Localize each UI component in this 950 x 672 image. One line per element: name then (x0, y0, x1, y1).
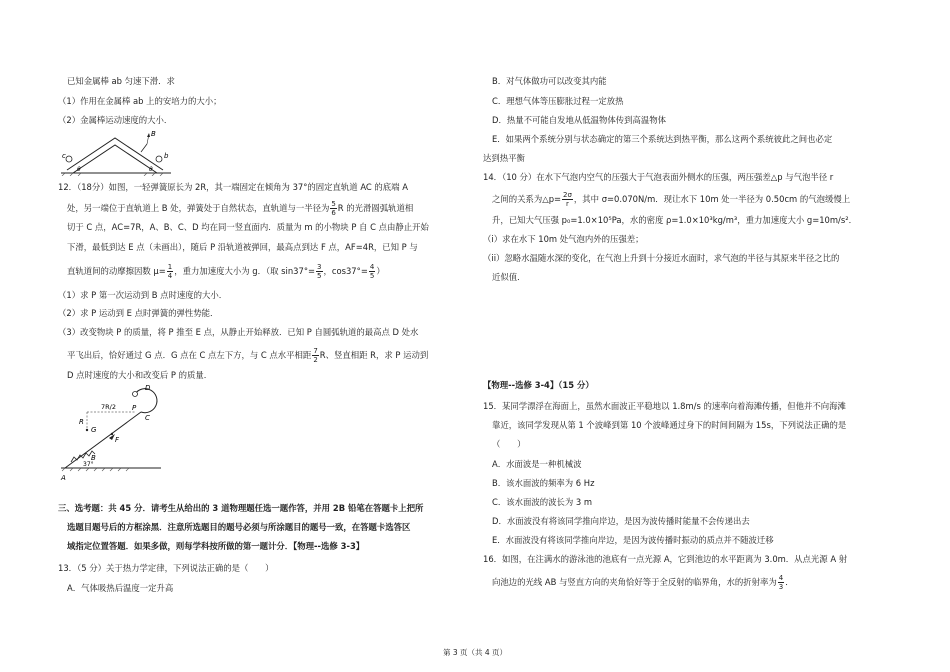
q14-line-3: 升，已知大气压强 p₀=1.0×10⁵Pa，水的密度 ρ=1.0×10³kg/m³，重力加速度大小 g=10m/s²． (492, 215, 857, 225)
frac-numerator: 5 (331, 200, 336, 208)
frac-numerator: 3 (317, 263, 322, 271)
q16-line-1: 16．如图，在注满水的游泳池的池底有一点光源 A，它到池边的水平距离为 3.0m．从点光源 A 射 (483, 554, 848, 564)
q13-option-c: C．理想气体等压膨胀过程一定放热 (492, 96, 624, 106)
q13-option-e-cont: 达到热平衡 (483, 153, 525, 163)
incline-rail-figure (57, 130, 175, 176)
frac-denominator: 2 (313, 356, 318, 364)
section-3-4-heading: 【物理--选修 3-4】（15 分） (483, 380, 594, 390)
frac-numerator: 1 (167, 263, 173, 271)
label-G: G (91, 426, 97, 434)
frac-denominator: 3 (778, 583, 784, 591)
q12-text: 平飞出后，恰好通过 G 点．G 点在 C 点左下方，与 C 点水平相距 (67, 350, 312, 360)
q15-option-e: E．水面波没有将该同学推向岸边，是因为波传播时振动的质点并不随波迁移 (492, 535, 774, 545)
frac-denominator: 6 (331, 209, 336, 217)
label-c: c (62, 152, 66, 160)
q12-sub-1: （1）求 P 第一次运动到 B 点时速度的大小． (58, 290, 228, 300)
section-3-line-1: 三、选考题：共 45 分．请考生从给出的 3 道物理题任选一题作答，并用 2B 铅笔在答题卡上把所 (58, 503, 424, 513)
q15-line-3: （ ） (492, 439, 526, 449)
angle-label-right: θ (149, 166, 153, 173)
angle-label-left: θ (77, 166, 81, 173)
q14-line-2 (492, 191, 850, 208)
q14-line-1: 14．（10 分）在水下气泡内空气的压强大于气泡表面外侧水的压强，两压强差△p 与气泡半径 r (483, 172, 834, 182)
q15-option-c: C．该水面波的波长为 3 m (492, 497, 593, 507)
page-footer: 第 3 页（共 4 页） (442, 648, 508, 657)
q13-stem: 13．（5 分）关于热力学定律，下列说法正确的是（ ） (58, 563, 274, 573)
q14-sub-ii-line-2: 近似值． (492, 272, 526, 282)
q12-sub-2: （2）求 P 运动到 E 点时弹簧的弹性势能． (58, 308, 219, 318)
angle-label: 37° (83, 461, 94, 468)
fraction-seven-halves (312, 347, 318, 364)
frac-denominator: r (566, 200, 569, 208)
frac-denominator: 4 (167, 272, 173, 280)
q14-sub-ii-line-1: （ii）忽略水温随水深的变化，在气泡上升到十分接近水面时，求气泡的半径与其原来半径之比的 (483, 253, 840, 263)
fraction-two-sigma-over-r (562, 191, 573, 208)
fraction-four-thirds (778, 574, 784, 591)
q16-text: ． (785, 577, 794, 587)
frac-numerator: 4 (778, 574, 784, 582)
fraction-sin37 (316, 263, 322, 280)
q12-line-4: 下滑，最低到达 E 点（未画出），随后 P 沿轨道被弹回，最高点到达 F 点，AF=4R，已知 P 与 (67, 242, 418, 252)
sub-question-1: （1）作用在金属棒 ab 上的安培力的大小； (58, 96, 222, 106)
label-C: C (145, 414, 150, 422)
field-label-B: B (151, 130, 156, 138)
q15-line-2: 靠近，该同学发现从第 1 个波峰到第 10 个波峰通过身下的时间间隔为 15s，下列说法正确的是 (492, 420, 847, 430)
label-P: P (132, 404, 137, 412)
label-b: b (164, 152, 169, 160)
q12-text: ，重力加速度大小为 g．（取 sin37°= (174, 266, 316, 276)
text-line: 已知金属棒 ab 匀速下滑．求 (67, 76, 175, 86)
q12-text: ） (376, 266, 385, 276)
frac-denominator: 5 (369, 272, 375, 280)
q13-option-d: D．热量不可能自发地从低温物体传到高温物体 (492, 115, 666, 125)
q16-text: 向池边的光线 AB 与竖直方向的夹角恰好等于全反射的临界角，水的折射率为 (492, 577, 777, 587)
q12-text: ，cos37°= (323, 266, 368, 276)
q12-sub-3-line-2 (67, 347, 428, 364)
q13-option-a: A．气体吸热后温度一定升高 (67, 583, 174, 593)
q12-line-1: 12．（18分）如图，一轻弹簧原长为 2R，其一端固定在倾角为 37°的固定直轨道 AC 的底端 A (58, 182, 408, 192)
q15-line-1: 15．某同学漂浮在海面上，虽然水面波正平稳地以 1.8m/s 的速率向着海滩传播，但他并不向海滩 (483, 401, 846, 411)
q12-text: R 的光滑圆弧轨道相 (337, 203, 414, 213)
fraction-cos37 (369, 263, 375, 280)
fraction-mu (167, 263, 173, 280)
q12-text: R、竖直相距 R，求 P 运动到 (319, 350, 429, 360)
q16-line-2 (492, 574, 794, 591)
label-A: A (61, 474, 66, 482)
q12-line-2 (67, 200, 413, 217)
q12-sub-3-line-3: D 点时速度的大小和改变后 P 的质量． (67, 370, 213, 380)
frac-denominator: 5 (317, 272, 322, 280)
label-D: D (145, 384, 151, 392)
spring-track-figure (57, 382, 167, 482)
q15-option-d: D．水面波没有将该同学推向岸边，是因为波传播时能量不会传递出去 (492, 516, 750, 526)
sub-question-2: （2）金属棒运动速度的大小． (58, 115, 173, 125)
frac-numerator: 7 (313, 347, 318, 355)
q15-option-a: A．水面波是一种机械波 (492, 459, 582, 469)
q12-sub-3-line-1: （3）改变物块 P 的质量，将 P 推至 E 点，从静止开始释放．已知 P 自圆弧轨道的最高点 D 处水 (58, 327, 419, 337)
q13-option-b: B．对气体做功可以改变其内能 (492, 76, 607, 86)
q14-text: 之间的关系为△p= (492, 194, 562, 204)
q14-text: ，其中 σ=0.070N/m．现让水下 10m 处一半径为 0.50cm 的气泡缓慢上 (573, 194, 851, 204)
label-F: F (115, 436, 120, 444)
fraction-five-sixths (330, 200, 336, 217)
q12-text: 处，另一端位于直轨道上 B 处，弹簧处于自然状态，直轨道与一半径为 (67, 203, 330, 213)
q14-sub-i: （i）求在水下 10m 处气泡内外的压强差； (483, 234, 644, 244)
q12-line-3: 切于 C 点，AC=7R，A、B、C、D 均在同一竖直面内．质量为 m 的小物块 P 自 C 点由静止开始 (67, 222, 429, 232)
section-3-line-3: 域指定位置答题．如果多做，则每学科按所做的第一题计分．【物理--选修 3-3】 (67, 541, 365, 551)
frac-numerator: 2σ (563, 191, 572, 199)
section-3-line-2: 选题目题号后的方框涂黑．注意所选题目的题号必须与所涂题目的题号一致，在答题卡选答区 (67, 522, 411, 532)
label-R: R (79, 418, 84, 426)
q12-line-5 (67, 263, 385, 280)
q15-option-b: B．该水面波的频率为 6 Hz (492, 478, 595, 488)
distance-label: 7R/2 (101, 403, 116, 411)
label-B: B (91, 454, 96, 462)
q12-text: 直轨道间的动摩擦因数 μ= (67, 266, 166, 276)
q13-option-e: E．如果两个系统分别与状态确定的第三个系统达到热平衡，那么这两个系统彼此之间也必定 (492, 134, 833, 144)
frac-numerator: 4 (369, 263, 375, 271)
